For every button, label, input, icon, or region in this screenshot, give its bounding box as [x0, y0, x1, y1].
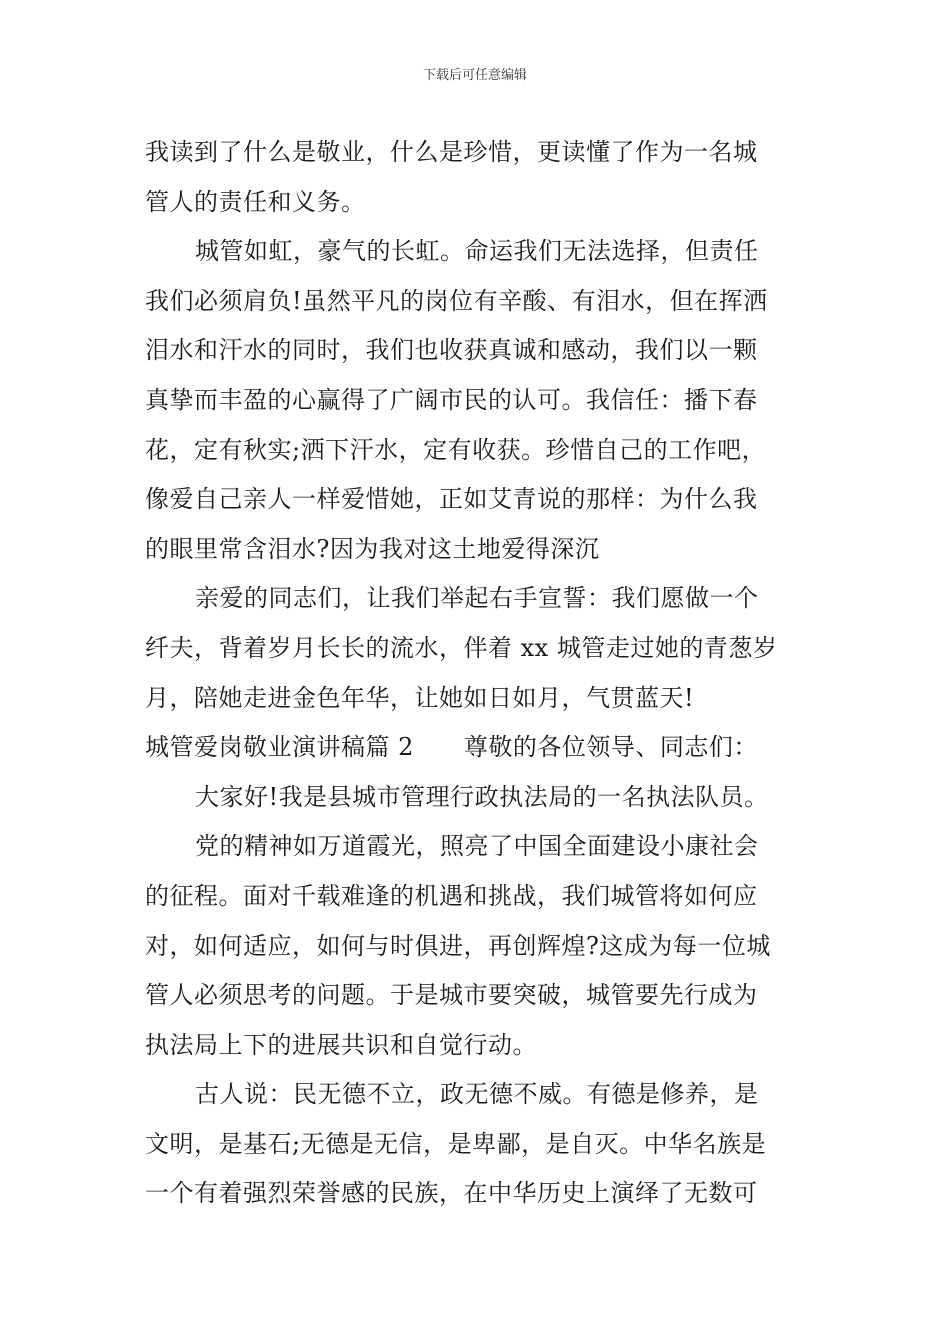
- salutation: 尊敬的各位领导、同志们：: [463, 733, 758, 762]
- paragraph-line: 花，定有秋实;洒下汗水，定有收获。珍惜自己的工作吧，: [145, 435, 767, 464]
- paragraph-line: 大家好!我是县城市管理行政执法局的一名执法队员。: [195, 782, 769, 811]
- paragraph-line: 管人的责任和义务。: [145, 187, 366, 216]
- paragraph-line: 一个有着强烈荣誉感的民族，在中华历史上演绎了无数可: [145, 1179, 758, 1208]
- section-heading-line: [145, 723, 807, 773]
- paragraph-line: 我读到了什么是敬业，什么是珍惜，更读懂了作为一名城: [145, 138, 758, 166]
- paragraph-line: 文明，是基石;无德是无信，是卑鄙，是自灭。中华名族是: [145, 1129, 767, 1158]
- document-body: [145, 128, 807, 1219]
- paragraph-line: 亲爱的同志们，让我们举起右手宣誓：我们愿做一个: [195, 584, 759, 613]
- paragraph-line: 城管如虹，豪气的长虹。命运我们无法选择，但责任: [195, 237, 759, 266]
- paragraph-line: 管人必须思考的问题。于是城市要突破，城管要先行成为: [145, 981, 758, 1010]
- paragraph-line: 纤夫，背着岁月长长的流水，伴着 xx 城管走过她的青葱岁: [145, 633, 778, 662]
- paragraph-line: 真挚而丰盈的心赢得了广阔市民的认可。我信任：播下春: [145, 385, 758, 414]
- paragraph-line: 执法局上下的进展共识和自觉行动。: [145, 1030, 537, 1059]
- paragraph-line: 月，陪她走进金色年华，让她如日如月，气贯蓝天!: [145, 683, 695, 712]
- paragraph-line: 泪水和汗水的同时，我们也收获真诚和感动，我们以一颗: [145, 336, 758, 365]
- paragraph-line: 对，如何适应，如何与时俱进，再创辉煌?这成为每一位城: [145, 931, 771, 960]
- page-header-note: 下载后可任意编辑: [422, 68, 527, 83]
- paragraph-line: 的征程。面对千载难逢的机遇和挑战，我们城管将如何应: [145, 881, 758, 910]
- paragraph-line: 我们必须肩负!虽然平凡的岗位有辛酸、有泪水，但在挥洒: [145, 286, 768, 315]
- paragraph-line: 的眼里常含泪水?因为我对这土地爱得深沉: [145, 534, 600, 563]
- paragraph-line: 古人说：民无德不立，政无德不威。有德是修养，是: [195, 1080, 759, 1109]
- section-title: 城管爱岗敬业演讲稿篇 2: [145, 733, 414, 762]
- paragraph-line: 像爱自己亲人一样爱惜她，正如艾青说的那样：为什么我: [145, 485, 758, 514]
- paragraph-line: 党的精神如万道霞光，照亮了中国全面建设小康社会: [195, 832, 759, 861]
